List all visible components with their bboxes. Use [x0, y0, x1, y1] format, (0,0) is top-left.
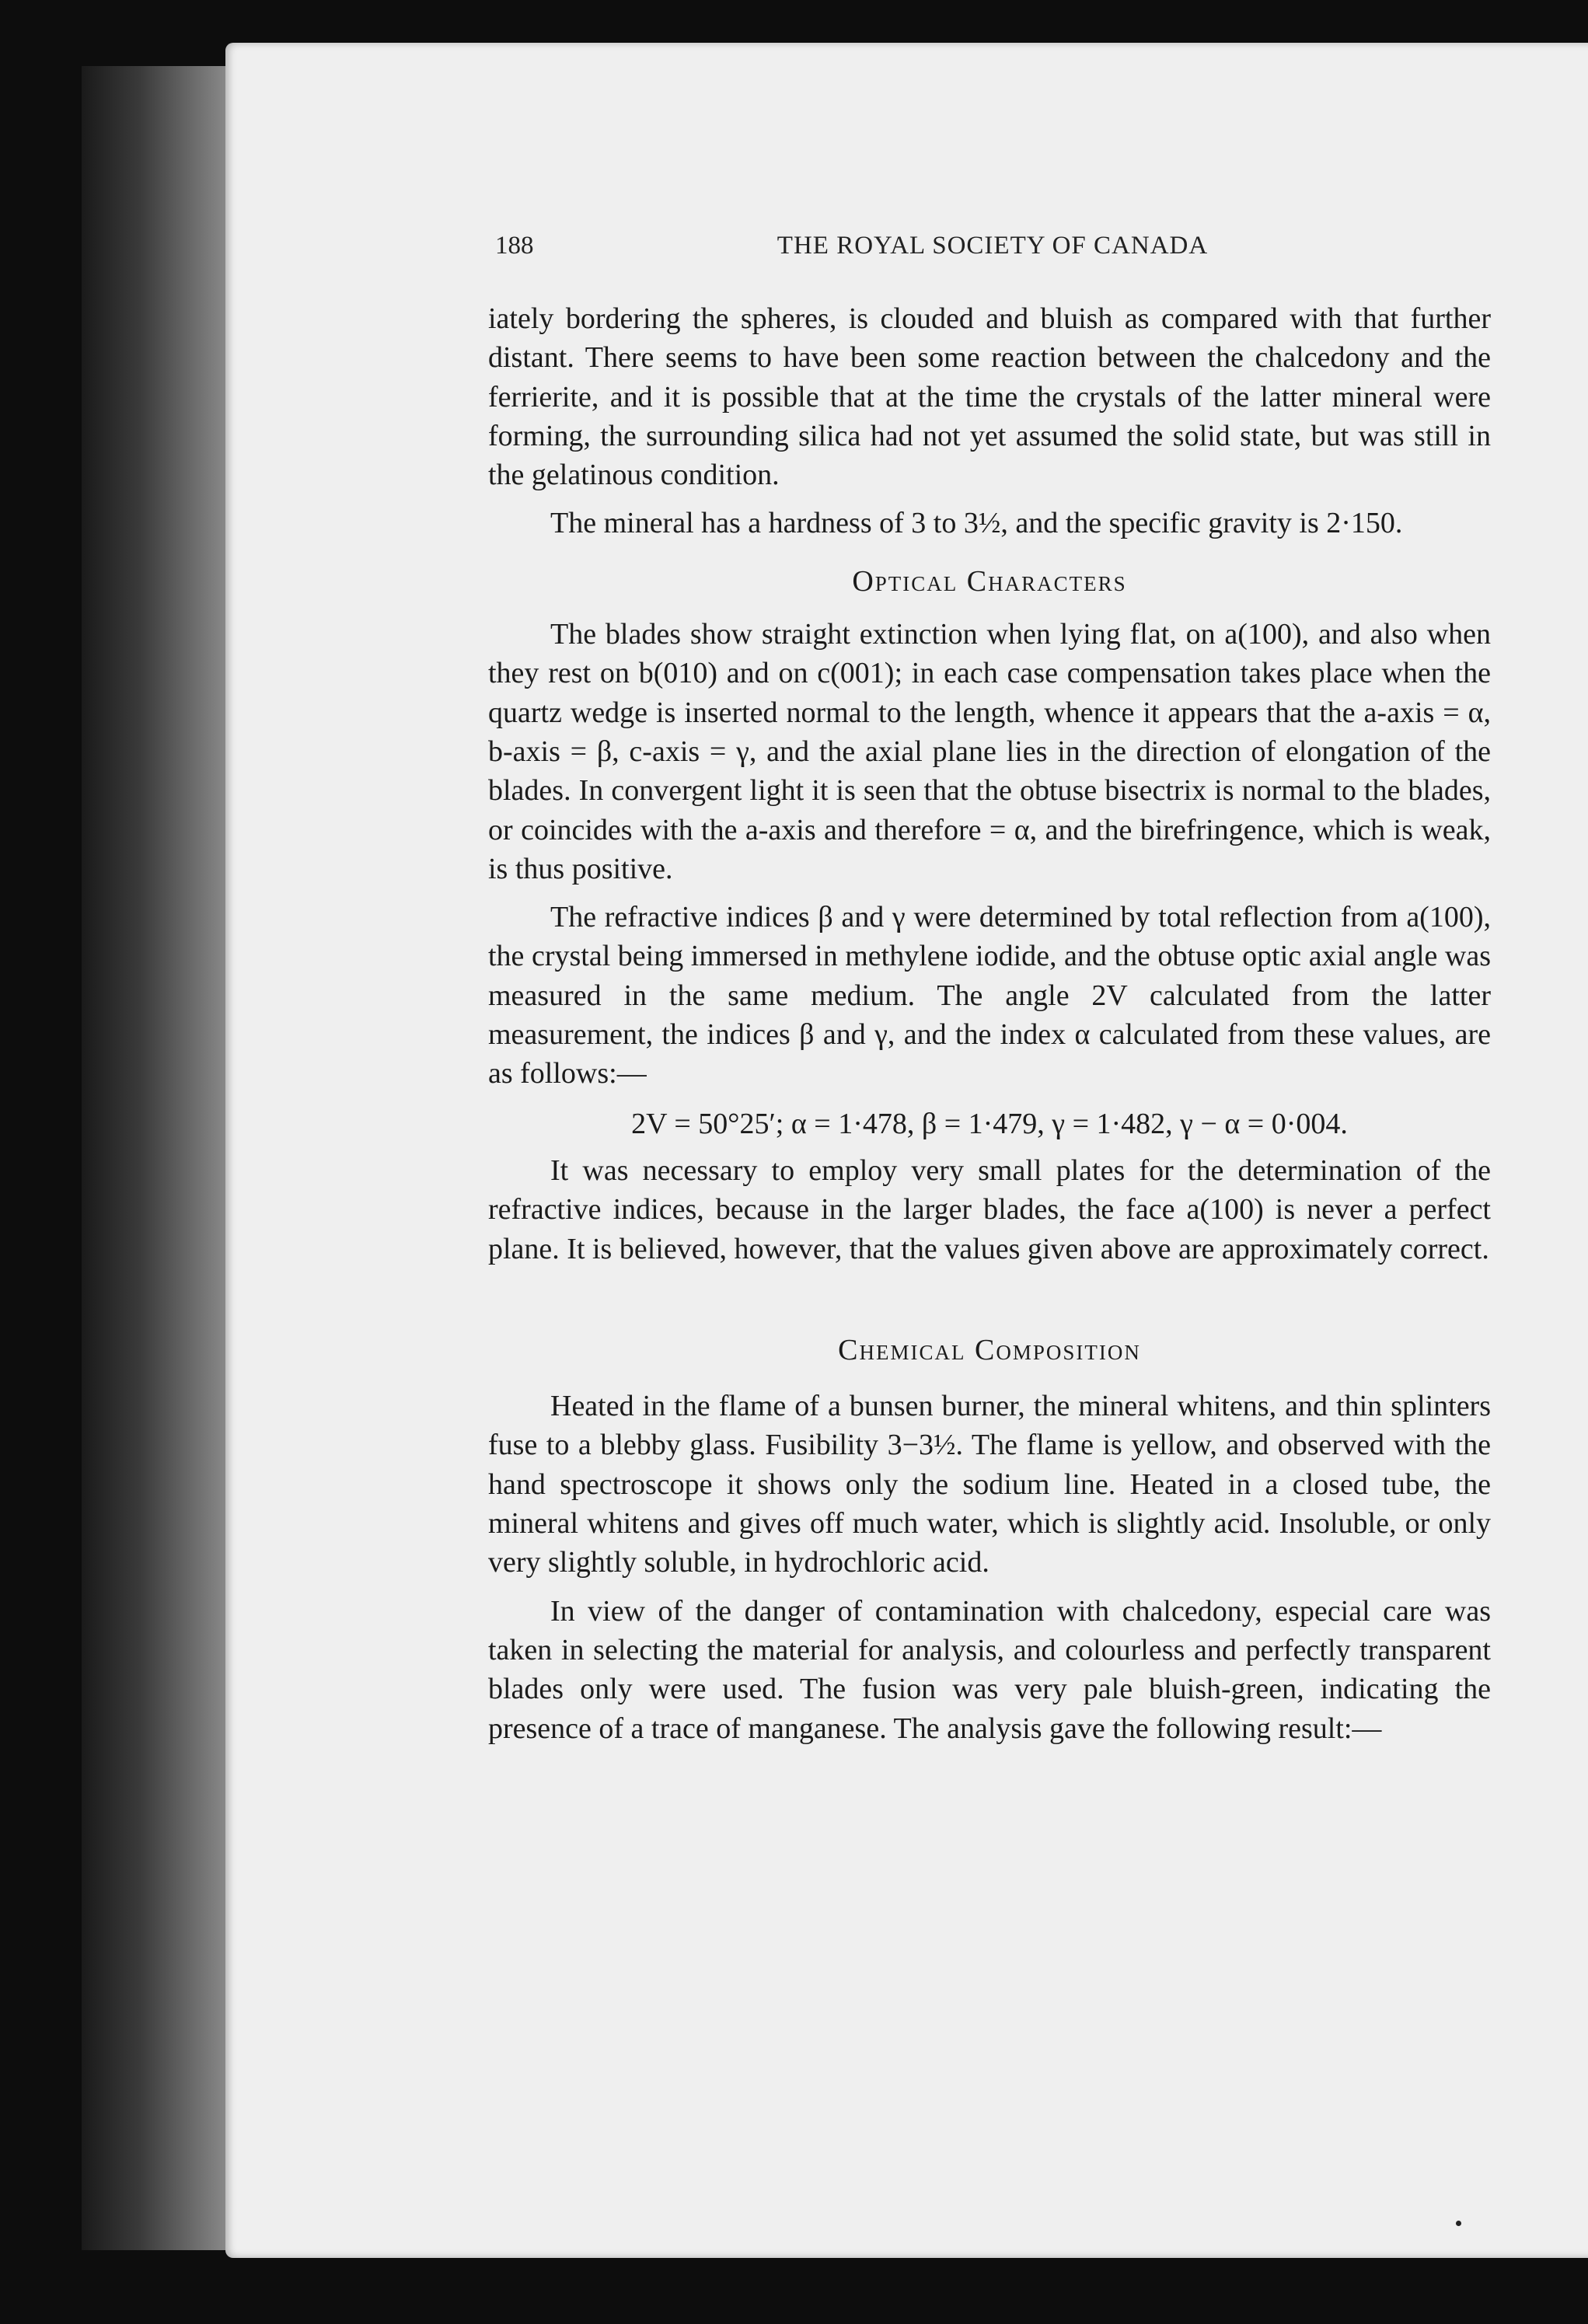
section-heading-optical: Optical Characters [852, 564, 1127, 598]
paragraph-hardness: The mineral has a hardness of 3 to 3½, and the specific gravity is 2·150. [550, 507, 1403, 540]
section-heading-chemical: Chemical Composition [838, 1333, 1141, 1366]
running-head [495, 232, 1490, 270]
formula-optic-values: 2V = 50°25′; α = 1·478, β = 1·479, γ = 1·482, γ − α = 0·004. [631, 1107, 1348, 1140]
paragraph-analysis: In view of the danger of contamination with chalcedony, especial care was taken in selecting the material for analysis, and colourless and perfectly transparent blades only were used. The fusion was very pale bluish-green, indicating the presence of a trace of manganese. The analysis gave the following result:— [488, 1594, 1491, 1745]
paragraph-extinction: The blades show straight extinction when lying flat, on a(100), and also when they rest on b(010) and on c(001); in each case compensation takes place when the quartz wedge is inserted normal to the length, whence it appears that the a-axis = α, b-axis = β, c-axis = γ, and the axial plane lies in the direction of elongation of the blades. In convergent light it is seen that the obtuse bisectrix is normal to the blades, or coincides with the a-axis and therefore = α, and the birefringence, which is weak, is thus positive. [488, 618, 1491, 885]
page-number: 188 [495, 232, 534, 260]
page-body [488, 299, 1491, 1748]
paragraph-continuation: iately bordering the spheres, is clouded and bluish as compared with that further distant. There seems to have been some reaction between the chalcedony and the ferrierite, and it is possible that at the time the crystals of the latter mineral were forming, the surrounding silica had not yet assumed the solid state, but was still in the gelatinous condition. [488, 302, 1491, 492]
paragraph-determination: It was necessary to employ very small plates for the determination of the refractive indices, because in the larger blades, the face a(100) is never a perfect plane. It is believed, however, that the values given above are approximately correct. [488, 1153, 1491, 1265]
paragraph-flame-test: Heated in the flame of a bunsen burner, the mineral whitens, and thin splinters fuse to a blebby glass. Fusibility 3−3½. The flame is yellow, and observed with the hand spectroscope it shows only the sodium line. Heated in a closed tube, the mineral whitens and gives off much water, which is slightly acid. Insoluble, or only very slightly soluble, in hydrochloric acid. [488, 1390, 1491, 1579]
paragraph-refractive-indices: The refractive indices β and γ were determined by total reflection from a(100), the crystal being immersed in methylene iodide, and the obtuse optic axial angle was measured in the same medium. The angle 2V calculated from the latter measurement, the indices β and γ, and the index α calculated from these values, are as follows:— [488, 901, 1491, 1090]
running-head-title: THE ROYAL SOCIETY OF CANADA [777, 232, 1209, 260]
stray-ink-dot [1456, 2221, 1461, 2226]
